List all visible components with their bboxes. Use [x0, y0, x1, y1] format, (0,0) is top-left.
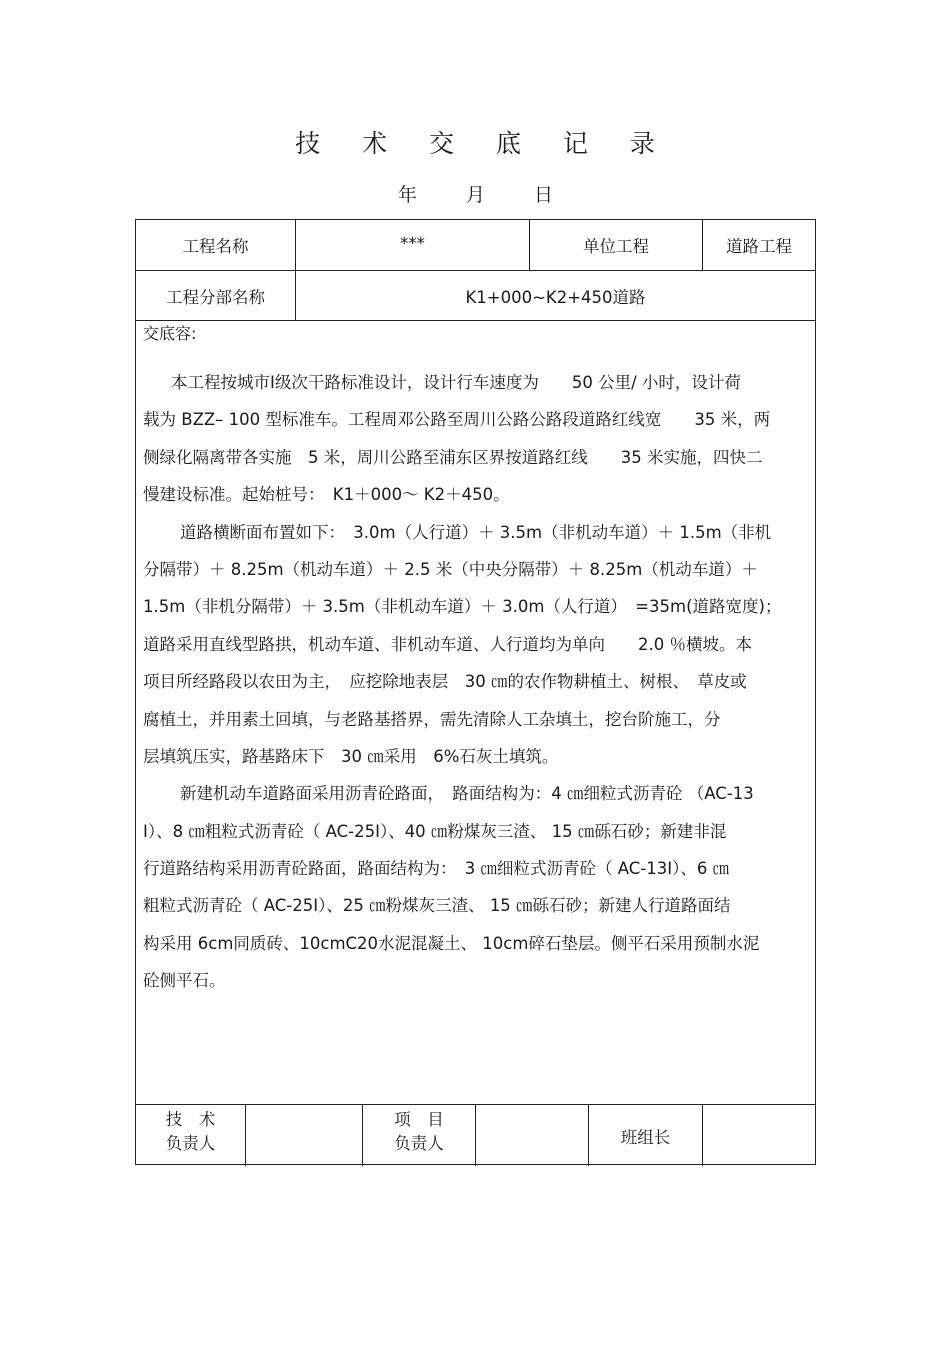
project-name-value: *** [400, 233, 425, 253]
date-month-label: 月 [466, 184, 486, 206]
tech-lead-signature-field[interactable] [246, 1105, 362, 1166]
section-name-label: 工程分部名称 [166, 287, 265, 307]
content-line: 本工程按城市Ⅰ级次干路标准设计，设计行车速度为 50 公里/ 小时，设计荷 [171, 373, 741, 392]
project-lead-signature-field[interactable] [476, 1105, 588, 1166]
content-line: 粗粒式沥青砼（ AC-25Ⅰ）、25 ㎝粉煤灰三渣、 15 ㎝砾石砂；新建人行道路面结 [143, 896, 731, 916]
project-name-label: 工程名称 [182, 237, 249, 256]
document-title: 技 术 交 底 记 录 [295, 129, 672, 158]
content-line: 1.5m（非机分隔带）＋ 3.5m（非机动车道）＋ 3.0m（人行道） =35m(道路宽度)； [143, 597, 782, 617]
content-line: 道路采用直线型路拱，机动车道、非机动车道、人行道均为单向 2.0 ％横坡。本 [143, 634, 752, 654]
tech-lead-label-line2: 负责人 [165, 1134, 216, 1153]
unit-project-label: 单位工程 [583, 237, 649, 256]
disclosure-content [143, 364, 811, 1000]
date-day-label: 日 [534, 184, 554, 206]
project-lead-label [363, 1108, 475, 1156]
section-name-value: K1+000~K2+450道路 [465, 287, 646, 307]
tech-lead-label [136, 1108, 245, 1156]
content-line: Ⅰ）、8 ㎝粗粒式沥青砼（ AC-25Ⅰ）、40 ㎝粉煤灰三渣、 15 ㎝砾石砂；新建非混 [143, 821, 727, 841]
content-line: 侧绿化隔离带各实施 5 米，周川公路至浦东区界按道路红线 35 米实施，四快二 [143, 447, 763, 467]
content-line: 构采用 6cm同质砖、10cmC20水泥混凝土、 10cm碎石垫层。侧平石采用预制水泥 [143, 933, 760, 953]
project-lead-label-line1: 项 目 [394, 1110, 444, 1129]
content-line: 慢建设标准。起始桩号： K1＋000～ K2＋450。 [143, 485, 510, 505]
content-line: 新建机动车道路面采用沥青砼路面， 路面结构为：4 ㎝细粒式沥青砼 （AC-13 [180, 784, 754, 804]
disclosure-content-label: 交底容: [143, 324, 197, 343]
content-line: 分隔带）＋ 8.25m（机动车道）＋ 2.5 米（中央分隔带）＋ 8.25m（机动车道）＋ [143, 559, 758, 579]
content-line: 砼侧平石。 [143, 971, 226, 991]
content-line: 道路横断面布置如下： 3.0m（人行道）＋ 3.5m（非机动车道）＋ 1.5m（非机 [180, 522, 772, 542]
content-line: 载为 BZZ– 100 型标准车。工程周邓公路至周川公路公路段道路红线宽 35 米，两 [143, 410, 771, 430]
content-line: 层填筑压实，路基路床下 30 ㎝采用 6%石灰土填筑。 [143, 746, 559, 766]
record-table [135, 219, 816, 1165]
content-line: 行道路结构采用沥青砼路面，路面结构为： 3 ㎝细粒式沥青砼（ AC-13Ⅰ）、6 ㎝ [143, 859, 730, 879]
content-line: 项目所经路段以农田为主， 应挖除地表层 30 ㎝的农作物耕植土、树根、 草皮或 [143, 672, 747, 692]
tech-lead-label-line1: 技 术 [165, 1110, 216, 1129]
date-line [0, 180, 950, 206]
content-line: 腐植土，并用素土回填，与老路基搭界，需先清除人工杂填土，挖台阶施工，分 [143, 709, 721, 729]
project-lead-label-line2: 负责人 [394, 1134, 444, 1153]
team-leader-label: 班组长 [620, 1127, 671, 1147]
date-year-label: 年 [398, 184, 418, 206]
unit-project-value: 道路工程 [726, 237, 792, 256]
team-leader-signature-field[interactable] [703, 1105, 815, 1166]
row-divider [136, 320, 815, 321]
